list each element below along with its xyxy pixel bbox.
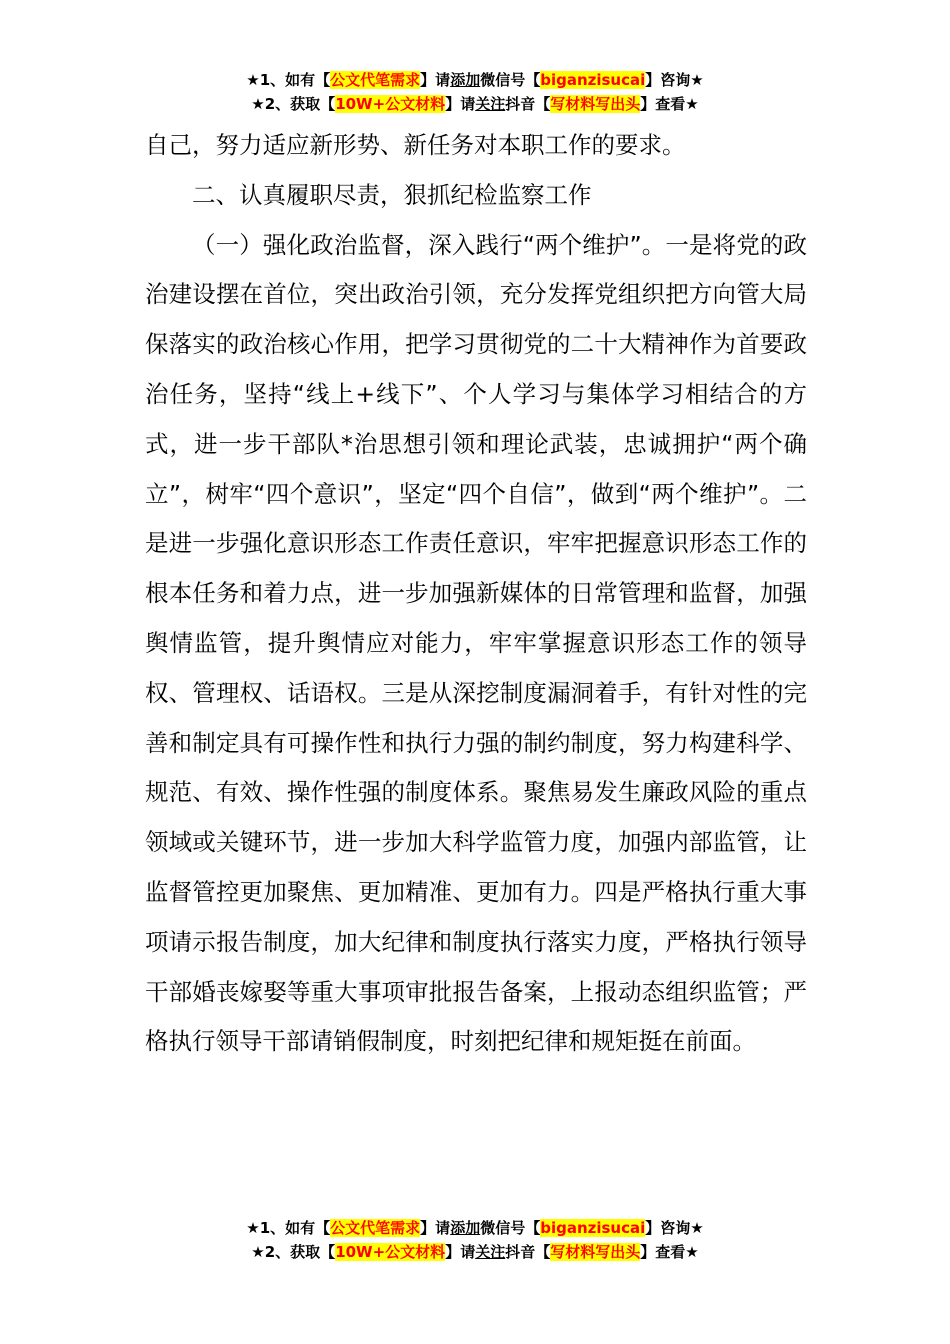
banner-text: ★2、获取【 bbox=[251, 95, 336, 113]
highlight-materials: 10W+公文材料 bbox=[335, 95, 446, 113]
banner-text: 】咨询★ bbox=[645, 71, 704, 89]
banner-text: 微信号【 bbox=[480, 71, 541, 89]
highlight-service: 公文代笔需求 bbox=[330, 71, 421, 89]
banner-text: 】查看★ bbox=[640, 95, 699, 113]
underlined-text: 添加 bbox=[450, 71, 481, 89]
header-banner bbox=[0, 68, 950, 116]
footer-banner bbox=[0, 1216, 950, 1264]
highlight-wechat-id: biganzisucai bbox=[540, 71, 646, 89]
banner-text: 】请 bbox=[420, 1219, 451, 1237]
document-body bbox=[145, 121, 807, 1067]
banner-line-2 bbox=[0, 92, 950, 116]
banner-text: ★1、如有【 bbox=[246, 71, 331, 89]
paragraph-political-supervision: （一）强化政治监督，深入践行“两个维护”。一是将党的政治建设摆在首位，突出政治引领，充分发挥党组织把方向管大局保落实的政治核心作用，把学习贯彻党的二十大精神作为首要政治任务，坚持“线上+线下”、个人学习与集体学习相结合的方式，进一步干部队*治思想引领和理论武装，忠诚拥护“两个确立”，树牢“四个意识”，坚定“四个自信”，做到“两个维护”。二是进一步强化意识形态工作责任意识，牢牢把握意识形态工作的根本任务和着力点，进一步加强新媒体的日常管理和监督，加强舆情监管，提升舆情应对能力，牢牢掌握意识形态工作的领导权、管理权、话语权。三是从深挖制度漏洞着手，有针对性的完善和制定具有可操作性和执行力强的制约制度，努力构建科学、规范、有效、操作性强的制度体系。聚焦易发生廉政风险的重点领域或关键环节，进一步加大科学监管力度，加强内部监管，让监督管控更加聚焦、更加精准、更加有力。四是严格执行重大事项请示报告制度，加大纪律和制度执行落实力度，严格执行领导干部婚丧嫁娶等重大事项审批报告备案，上报动态组织监管；严格执行领导干部请销假制度，时刻把纪律和规矩挺在前面。 bbox=[145, 230, 807, 1056]
highlight-service: 公文代笔需求 bbox=[330, 1219, 421, 1237]
banner-text: ★1、如有【 bbox=[246, 1219, 331, 1237]
banner-text: 】请 bbox=[445, 95, 476, 113]
highlight-douyin-account: 写材料写出头 bbox=[550, 1243, 641, 1261]
banner-text: 】请 bbox=[445, 1243, 476, 1261]
banner-text: 】查看★ bbox=[640, 1243, 699, 1261]
banner-text: 抖音【 bbox=[505, 1243, 551, 1261]
highlight-wechat-id: biganzisucai bbox=[540, 1219, 646, 1237]
underlined-text: 关注 bbox=[475, 95, 506, 113]
banner-text: ★2、获取【 bbox=[251, 1243, 336, 1261]
banner-text: 】请 bbox=[420, 71, 451, 89]
highlight-materials: 10W+公文材料 bbox=[335, 1243, 446, 1261]
banner-line-1 bbox=[0, 68, 950, 92]
banner-line-1 bbox=[0, 1216, 950, 1240]
underlined-text: 添加 bbox=[450, 1219, 481, 1237]
underlined-text: 关注 bbox=[475, 1243, 506, 1261]
section-heading: 二、认真履职尽责，狠抓纪检监察工作 bbox=[192, 180, 592, 209]
banner-line-2 bbox=[0, 1240, 950, 1264]
highlight-douyin-account: 写材料写出头 bbox=[550, 95, 641, 113]
banner-text: 】咨询★ bbox=[645, 1219, 704, 1237]
banner-text: 微信号【 bbox=[480, 1219, 541, 1237]
paragraph-continuation: 自己，努力适应新形势、新任务对本职工作的要求。 bbox=[145, 131, 686, 159]
banner-text: 抖音【 bbox=[505, 95, 551, 113]
